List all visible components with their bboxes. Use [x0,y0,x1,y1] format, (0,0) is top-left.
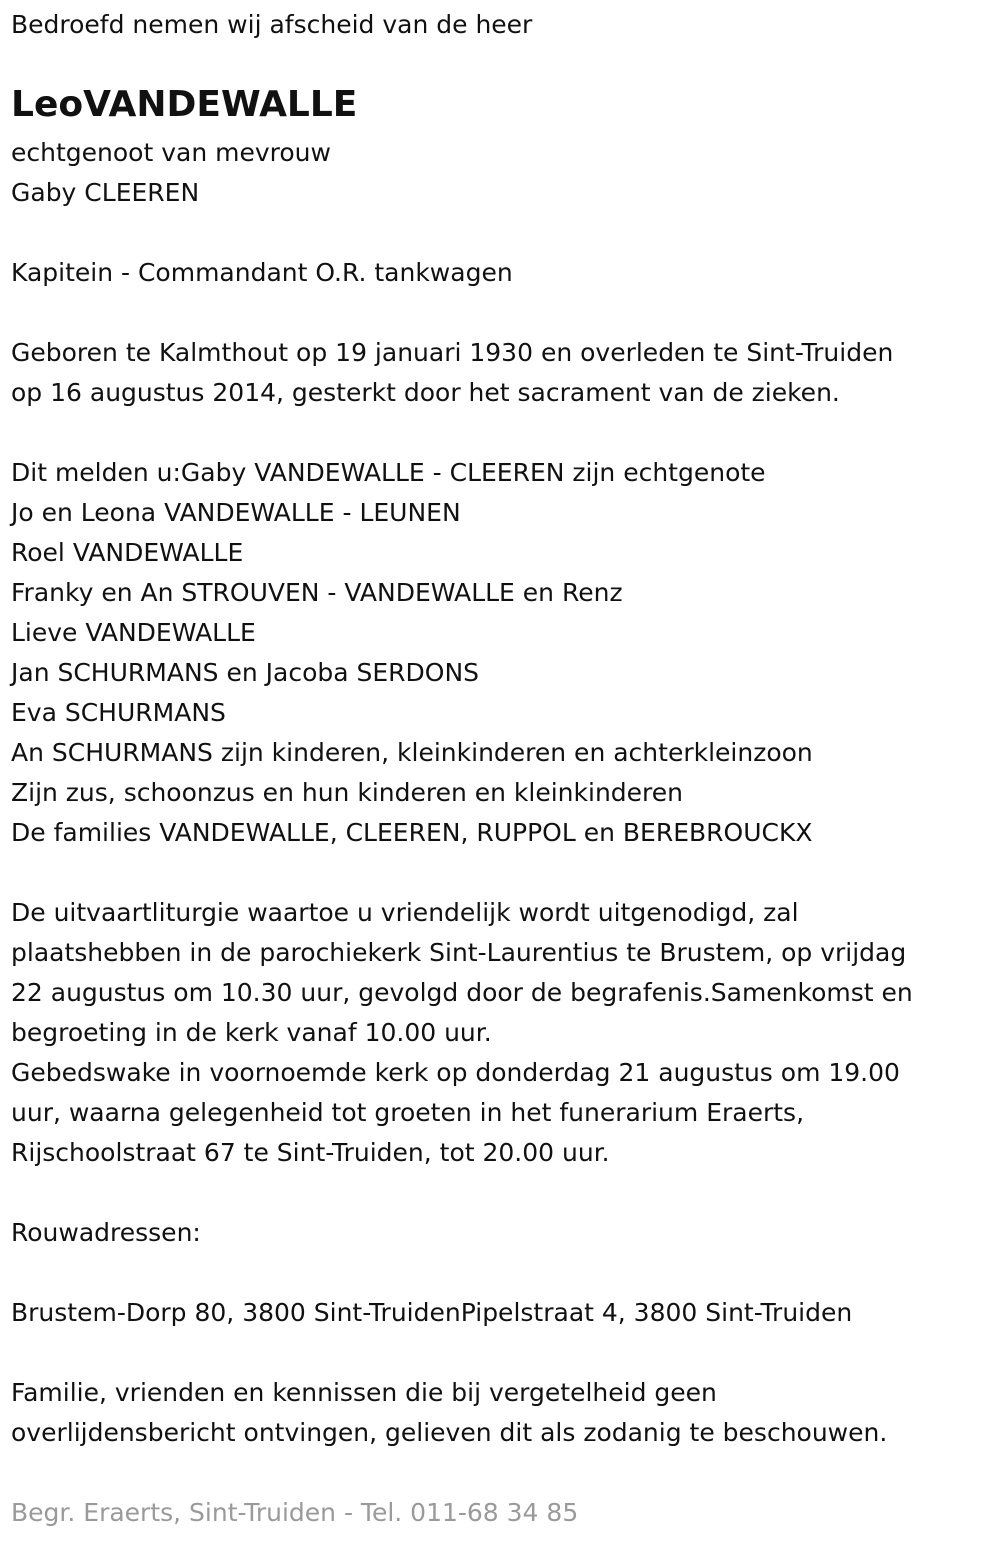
family-list [11,453,989,853]
deceased-title: Kapitein - Commandant O.R. tankwagen [11,258,513,287]
family-line: Jo en Leona VANDEWALLE - LEUNEN [11,498,461,527]
family-line: Jan SCHURMANS en Jacoba SERDONS [11,658,480,687]
spouse-line-2: Gaby CLEEREN [11,178,200,207]
deceased-first-name: Leo [11,84,84,125]
family-line: An SCHURMANS zijn kinderen, kleinkinderen en achterkleinzoon [11,738,813,767]
ceremony-line: begroeting in de kerk vanaf 10.00 uur. [11,1018,492,1047]
ceremony-line: uur, waarna gelegenheid tot groeten in het funerarium Eraerts, [11,1098,805,1127]
spacer [11,1173,989,1213]
closing-line-1: Familie, vrienden en kennissen die bij vergetelheid geen [11,1378,717,1407]
family-line: Eva SCHURMANS [11,698,226,727]
addresses-text: Brustem-Dorp 80, 3800 Sint-TruidenPipelstraat 4, 3800 Sint-Truiden [11,1298,853,1327]
family-line: Franky en An STROUVEN - VANDEWALLE en Renz [11,578,623,607]
spacer [11,1333,989,1373]
ceremony-line: plaatshebben in de parochiekerk Sint-Laurentius te Brustem, op vrijdag [11,938,907,967]
ceremony-line: De uitvaartliturgie waartoe u vriendelijk wordt uitgenodigd, zal [11,898,799,927]
family-line: De families VANDEWALLE, CLEEREN, RUPPOL en BEREBROUCKX [11,818,813,847]
family-line: Zijn zus, schoonzus en hun kinderen en kleinkinderen [11,778,683,807]
spacer [11,853,989,893]
spacer [11,1453,989,1493]
spacer [11,1253,989,1293]
ceremony-line: Gebedswake in voornoemde kerk op donderdag 21 augustus om 19.00 [11,1058,900,1087]
addresses-label: Rouwadressen: [11,1218,201,1247]
ceremony-line: 22 augustus om 10.30 uur, gevolgd door de begrafenis.Samenkomst en [11,978,913,1007]
spacer [11,413,989,453]
deceased-last-name: VANDEWALLE [83,84,358,125]
family-line: Lieve VANDEWALLE [11,618,256,647]
ceremony-details [11,893,989,1173]
spouse-line-1: echtgenoot van mevrouw [11,138,331,167]
deceased-name [11,85,989,129]
birth-death-line-2: op 16 augustus 2014, gesterkt door het sacrament van de zieken. [11,378,840,407]
family-line: Dit melden u:Gaby VANDEWALLE - CLEEREN zijn echtgenote [11,458,766,487]
birth-death-line-1: Geboren te Kalmthout op 19 januari 1930 en overleden te Sint-Truiden [11,338,894,367]
spacer [11,213,989,253]
spacer [11,293,989,333]
ceremony-line: Rijschoolstraat 67 te Sint-Truiden, tot 20.00 uur. [11,1138,610,1167]
intro-text: Bedroefd nemen wij afscheid van de heer [11,10,533,39]
closing-line-2: overlijdensbericht ontvingen, gelieven dit als zodanig te beschouwen. [11,1418,888,1447]
family-line: Roel VANDEWALLE [11,538,244,567]
funeral-home-footer: Begr. Eraerts, Sint-Truiden - Tel. 011-68 34 85 [11,1498,579,1527]
